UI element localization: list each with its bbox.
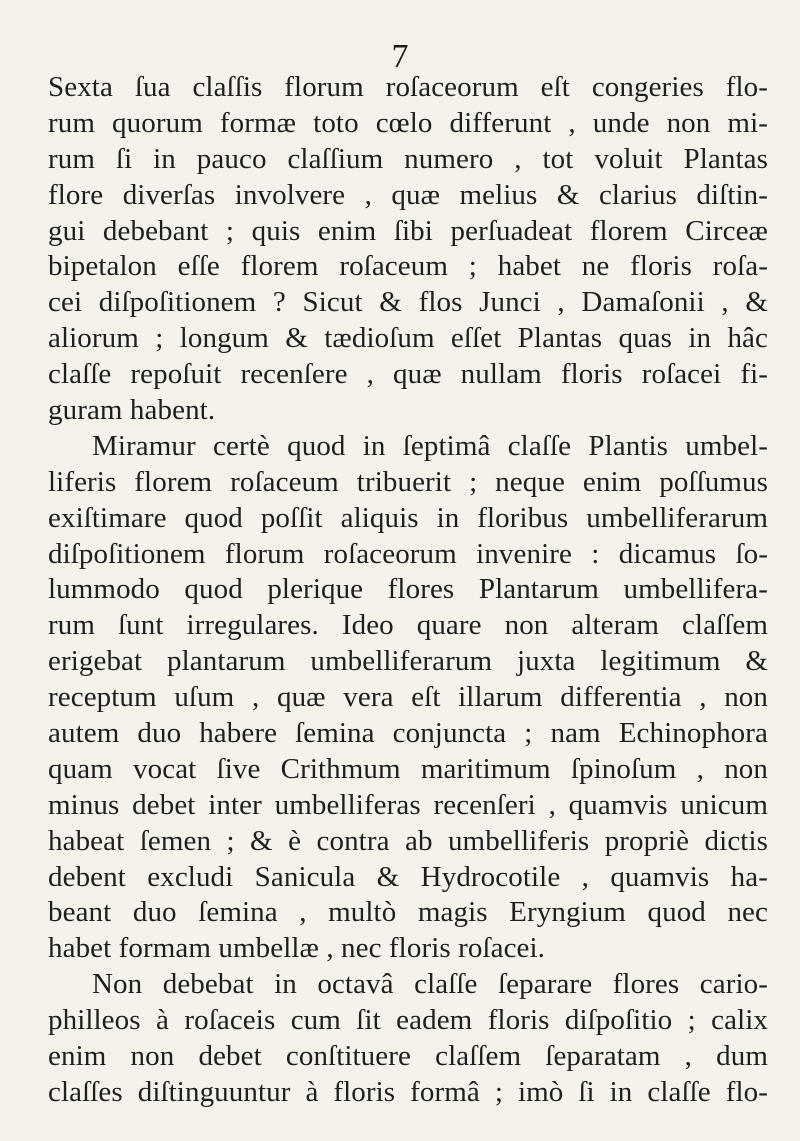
text-line: guram habent. xyxy=(48,394,216,427)
text-line: erigebat plantarum umbelliferarum juxta legitimum & xyxy=(48,645,768,678)
text-line: debent excludi Sanicula & Hydrocotile , quamvis ha- xyxy=(48,860,768,893)
text-line: receptum uſum , quæ vera eſt illarum differentia , non xyxy=(48,681,768,714)
text-line: habet formam umbellæ , nec floris roſacei. xyxy=(48,932,546,965)
body-text xyxy=(48,70,768,1111)
text-line: cei diſpoſitionem ? Sicut & flos Junci , Damaſonii , & xyxy=(48,286,768,319)
text-line: Non debebat in octavâ claſſe ſeparare flores cario- xyxy=(92,968,768,1001)
text-line: rum ſunt irregulares. Ideo quare non alteram claſſem xyxy=(48,609,768,642)
text-line: aliorum ; longum & tædioſum eſſet Plantas quas in hâc xyxy=(48,322,768,355)
paragraph xyxy=(48,429,768,967)
text-line: lummodo quod plerique flores Plantarum umbellifera- xyxy=(48,573,768,606)
text-line: diſpoſitionem florum roſaceorum invenire : dicamus ſo- xyxy=(48,537,768,570)
text-line: claſſes diſtinguuntur à floris formâ ; imò ſi in claſſe flo- xyxy=(48,1075,768,1108)
text-line: autem duo habere ſemina conjuncta ; nam Echinophora xyxy=(48,717,768,750)
text-line: enim non debet conſtituere claſſem ſeparatam , dum xyxy=(48,1040,768,1073)
text-line: flore diverſas involvere , quæ melius & clarius diſtin- xyxy=(48,178,768,211)
text-line: quam vocat ſive Crithmum maritimum ſpinoſum , non xyxy=(48,752,768,785)
text-line: gui debebant ; quis enim ſibi perſuadeat florem Circeæ xyxy=(48,214,768,247)
page-number: 7 xyxy=(391,38,409,75)
text-line: Miramur certè quod in ſeptimâ claſſe Plantis umbel- xyxy=(92,429,768,462)
text-line: liferis florem roſaceum tribuerit ; neque enim poſſumus xyxy=(48,465,768,498)
text-line: exiſtimare quod poſſit aliquis in floribus umbelliferarum xyxy=(48,501,768,534)
text-line: minus debet inter umbelliferas recenſeri , quamvis unicum xyxy=(48,788,768,821)
text-line: bipetalon eſſe florem roſaceum ; habet ne floris roſa- xyxy=(48,250,768,283)
paragraph xyxy=(48,967,768,1111)
text-line: Sexta ſua claſſis florum roſaceorum eſt congeries flo- xyxy=(48,71,768,103)
text-line: habeat ſemen ; & è contra ab umbelliferis propriè dictis xyxy=(48,824,768,857)
text-line: rum ſi in pauco claſſium numero , tot voluit Plantas xyxy=(48,142,768,175)
text-line: beant duo ſemina , multò magis Eryngium quod nec xyxy=(48,896,768,929)
paragraph xyxy=(48,70,768,429)
text-line: rum quorum formæ toto cœlo differunt , unde non mi- xyxy=(48,106,768,139)
text-line: philleos à roſaceis cum ſit eadem floris diſpoſitio ; calix xyxy=(48,1004,768,1037)
text-line: claſſe repoſuit recenſere , quæ nullam floris roſacei fi- xyxy=(48,358,768,391)
